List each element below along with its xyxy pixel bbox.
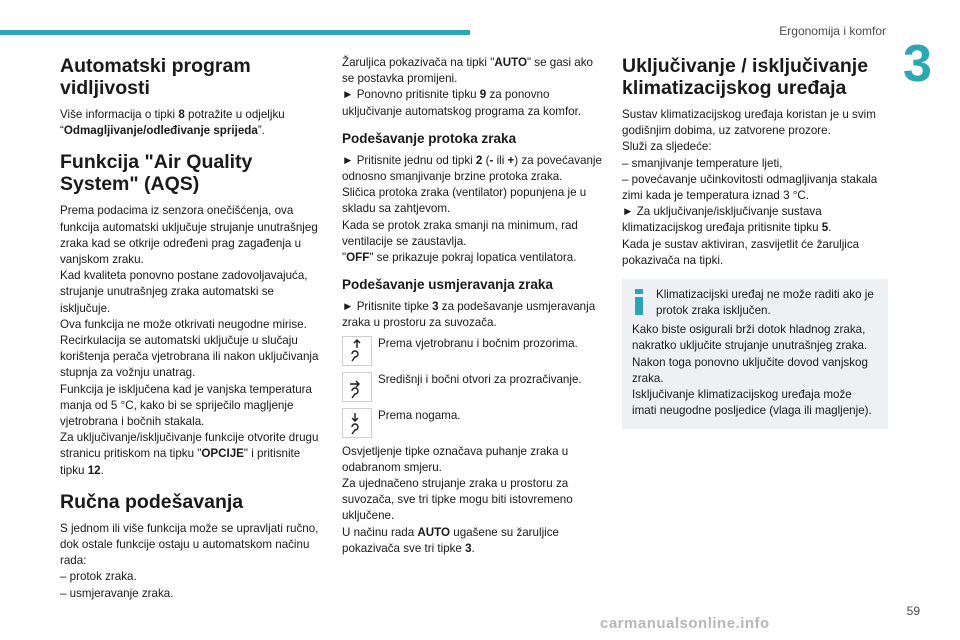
info-header: [632, 287, 878, 322]
auto-restart-paragraph: ► Ponovno pritisnite tipku 9 za ponovno uključivanje automatskog programa za komfor.: [342, 88, 582, 118]
after-paragraph-2: Za ujednačeno strujanje zraka u prostoru za suvozača, sve tri tipke mogu biti istovremeno uključene.: [342, 477, 573, 523]
direction-windscreen-row: [342, 336, 607, 366]
aqs-paragraph-2: Kad kvaliteta ponovno postane zadovoljavajuća, strujanje unutrašnjeg zraka automatski se isključuje.: [60, 269, 308, 315]
manual-list-item-1: – protok zraka.: [60, 570, 137, 584]
ac-paragraph-3: ► Za uključivanje/isključivanje sustava klimatizacijskog uređaja pritisnite tipku 5.: [622, 205, 832, 235]
info-icon: [632, 287, 646, 322]
after-paragraph-3: U načinu rada AUTO ugašene su žaruljice pokazivača sve tri tipke 3.: [342, 525, 559, 555]
flow-paragraph-1: ► Pritisnite jednu od tipki 2 (- ili +) za povećavanje odnosno smanjivanje brzine protoka zraka.: [342, 153, 602, 184]
direction-centre-row: [342, 372, 607, 402]
column-right: [622, 55, 888, 429]
flow-paragraph-3: Kada se protok zraka smanji na minimum, rad ventilacije se zaustavlja.: [342, 218, 578, 248]
ac-list-item-1: – smanjivanje temperature ljeti,: [622, 156, 783, 170]
chapter-number: 3: [903, 35, 932, 93]
ac-paragraph-2: Služi za sljedeće:: [622, 140, 712, 154]
aqs-paragraph-5: Funkcija je isključena kad je vanjska temperatura manja od 5 °C, kako bi se spriječilo magljenje vjetrobrana i bočnih stakala.: [60, 382, 312, 429]
direction-paragraph: ► Pritisnite tipke 3 za podešavanje usmjeravanja zraka u prostoru za suvozača.: [342, 300, 596, 330]
info-text-3: Isključivanje klimatizacijskog uređaja može imati neugodne posljedice (vlaga ili magljenje).: [632, 388, 872, 418]
heading-air-direction: Podešavanje usmjeravanja zraka: [342, 277, 553, 293]
column-left: [60, 55, 325, 602]
direction-centre-label: Središnji i bočni otvori za prozračivanje.: [378, 372, 582, 386]
after-paragraph-1: Osvjetljenje tipke označava puhanje zraka u odabranom smjeru.: [342, 444, 569, 474]
aqs-paragraph-4: Recirkulacija se automatski uključuje u slučaju korištenja perača vjetrobrana ili nakon uključivanja stupnja za vožnju unatrag.: [60, 334, 319, 380]
ac-list-item-2: – povećavanje učinkovitosti odmagljivanja stakala zimi kada je temperatura iznad 3 °C.: [622, 172, 878, 203]
direction-feet-row: [342, 408, 607, 438]
paragraph-auto-visibility: Više informacija o tipki 8 potražite u odjeljku “Odmagljivanje/odleđivanje sprijeda”.: [60, 108, 285, 138]
top-accent-bar: [0, 30, 470, 35]
flow-paragraph-4: "OFF" se prikazuje pokraj lopatica ventilatora.: [342, 251, 577, 265]
direction-feet-label: Prema nogama.: [378, 408, 461, 422]
heading-automatic-visibility: Automatski program vidljivosti: [60, 55, 251, 99]
ac-paragraph-1: Sustav klimatizacijskog uređaja koristan je u svim godišnjim dobima, uz zatvorene prozore.: [622, 108, 876, 138]
info-text-2: Kako biste osigurali brži dotok hladnog zraka, nakratko uključite strujanje unutrašnjeg zraka. Nakon toga ponovno uključite dovod vanjskog zraka.: [632, 323, 868, 385]
heading-air-flow: Podešavanje protoka zraka: [342, 130, 517, 146]
section-title: Ergonomija i komfor: [779, 24, 886, 38]
watermark: carmanualsonline.info: [600, 615, 770, 632]
info-box: [622, 279, 888, 429]
heading-aqs: Funkcija "Air Quality System" (AQS): [60, 151, 253, 196]
manual-list-item-2: – usmjeravanje zraka.: [60, 586, 174, 600]
aqs-paragraph-3: Ova funkcija ne može otkrivati neugodne mirise.: [60, 317, 307, 331]
page-number: 59: [906, 604, 920, 618]
info-text-1: Klimatizacijski uređaj ne može raditi ako je protok zraka isključen.: [656, 288, 874, 318]
ventilation-windscreen-icon: [342, 336, 372, 366]
heading-manual-settings: Ručna podešavanja: [60, 490, 244, 513]
manual-paragraph-1: S jednom ili više funkcija može se upravljati ručno, dok ostale funkcije ostaju u automatskom načinu rada:: [60, 521, 319, 568]
direction-windscreen-label: Prema vjetrobranu i bočnim prozorima.: [378, 336, 578, 350]
aqs-paragraph-1: Prema podacima iz senzora onečišćenja, ova funkcija automatski uključuje strujanje unutrašnjeg zraka kad se otkrije određeni prag zagađenja u vanjskom zraku.: [60, 204, 318, 267]
flow-paragraph-2: Sličica protoka zraka (ventilator) popunjena je u skladu sa zahtjevom.: [342, 186, 587, 216]
column-middle: [342, 55, 607, 557]
ventilation-feet-icon: [342, 408, 372, 438]
ac-paragraph-4: Kada je sustav aktiviran, zasvijetlit će žaruljica pokazivača na tipki.: [622, 237, 860, 267]
auto-lamp-paragraph: Žaruljica pokazivača na tipki "AUTO" se gasi ako se postavka promijeni.: [342, 56, 593, 86]
ventilation-centre-icon: [342, 372, 372, 402]
heading-ac-on-off: Uključivanje / isključivanje klimatizacijskog uređaja: [622, 55, 869, 99]
aqs-paragraph-6: Za uključivanje/isključivanje funkcije otvorite drugu stranicu pritiskom na tipku "OPCIJE" i pritisnite tipku 12.: [60, 431, 319, 477]
